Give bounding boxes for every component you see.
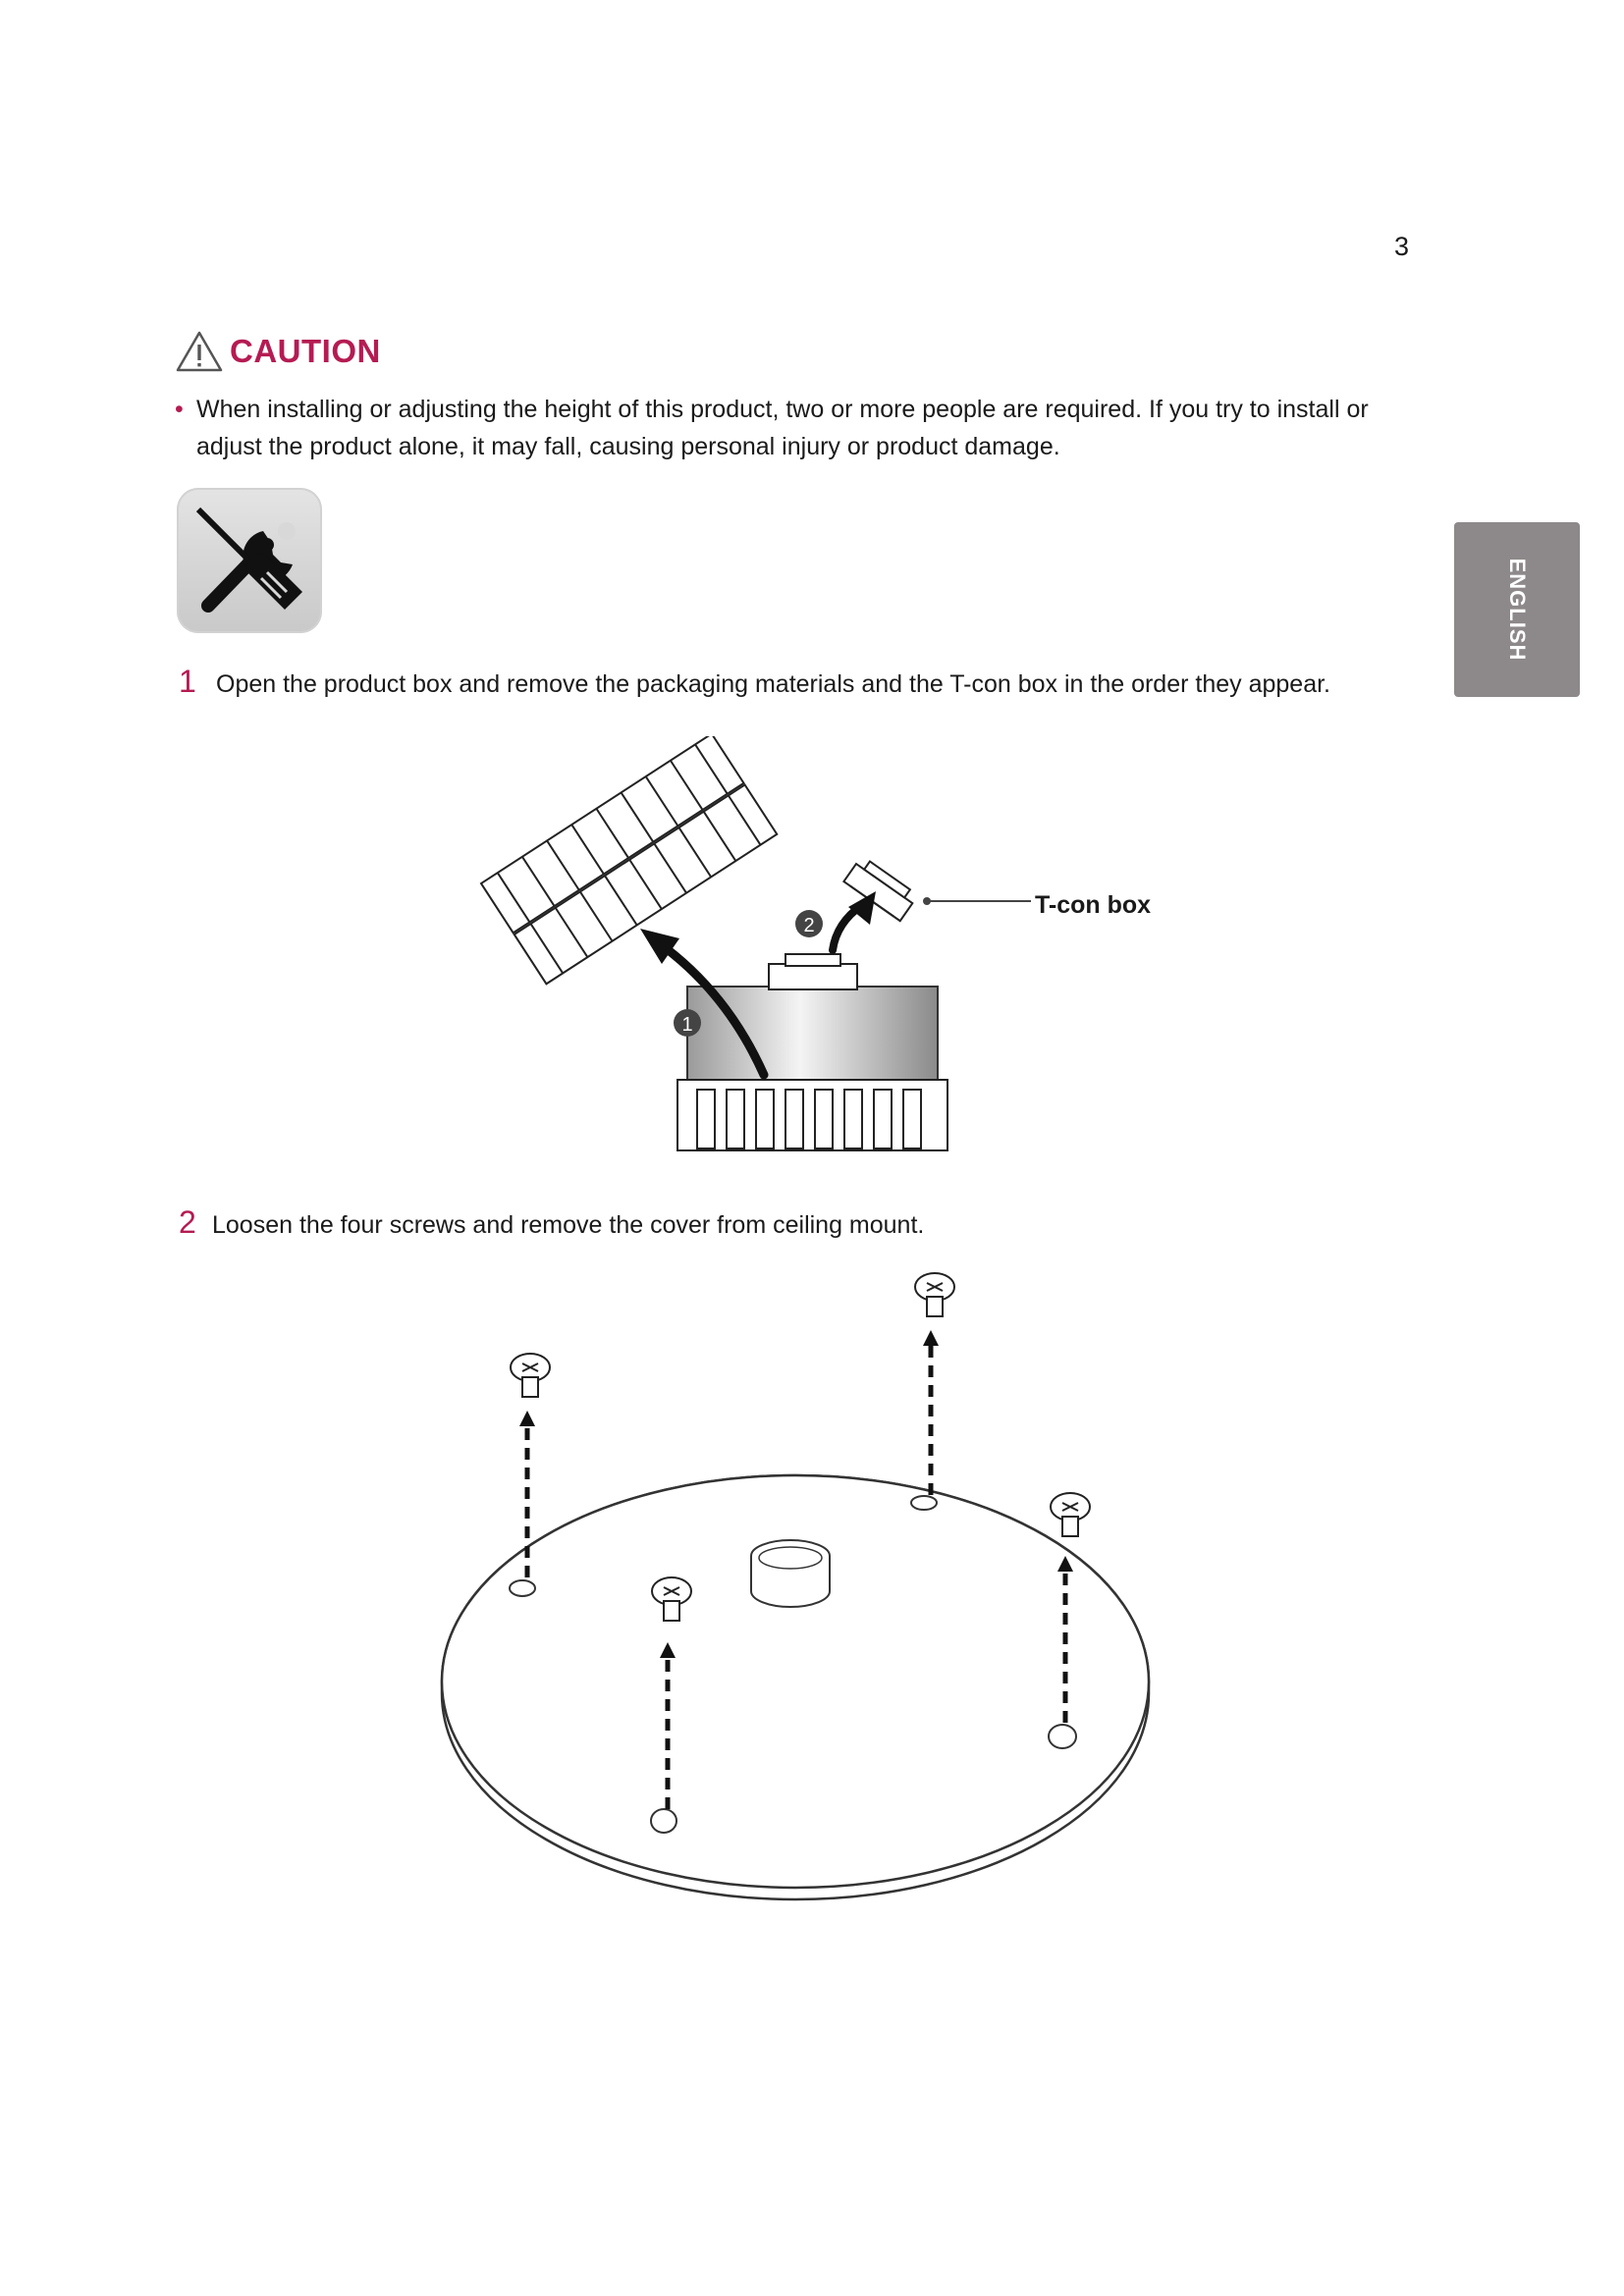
marker-1: 1 xyxy=(681,1014,693,1036)
caution-bullet xyxy=(175,391,1422,465)
screw-icon xyxy=(915,1273,954,1316)
step-number: 1 xyxy=(179,664,196,699)
bullet-dot: • xyxy=(175,396,184,423)
step-number: 2 xyxy=(179,1204,196,1240)
screw-icon xyxy=(1051,1493,1090,1536)
language-tab xyxy=(1454,522,1580,697)
marker-2: 2 xyxy=(803,915,815,936)
unboxing-illustration xyxy=(452,736,1041,1158)
caution-text: When installing or adjusting the height of this product, two or more people are required. If you try to install or adjust the product alone, it may fall, causing personal injury or product damage. xyxy=(196,396,1369,460)
warning-triangle-icon xyxy=(175,330,224,373)
screw-icon xyxy=(511,1354,550,1397)
tools-icon xyxy=(177,488,322,633)
step-2 xyxy=(179,1204,924,1241)
caution-heading xyxy=(175,330,381,373)
step-text: Open the product box and remove the packaging materials and the T-con box in the order they appear. xyxy=(216,670,1330,698)
step-text: Loosen the four screws and remove the cover from ceiling mount. xyxy=(212,1211,925,1239)
step-1 xyxy=(179,664,1330,700)
language-tab-label: ENGLISH xyxy=(1505,558,1530,662)
caution-title: CAUTION xyxy=(230,333,381,369)
tcon-box-label: T-con box xyxy=(1035,891,1152,919)
page-number: 3 xyxy=(1394,232,1410,261)
ceiling-mount-illustration xyxy=(432,1261,1159,1939)
